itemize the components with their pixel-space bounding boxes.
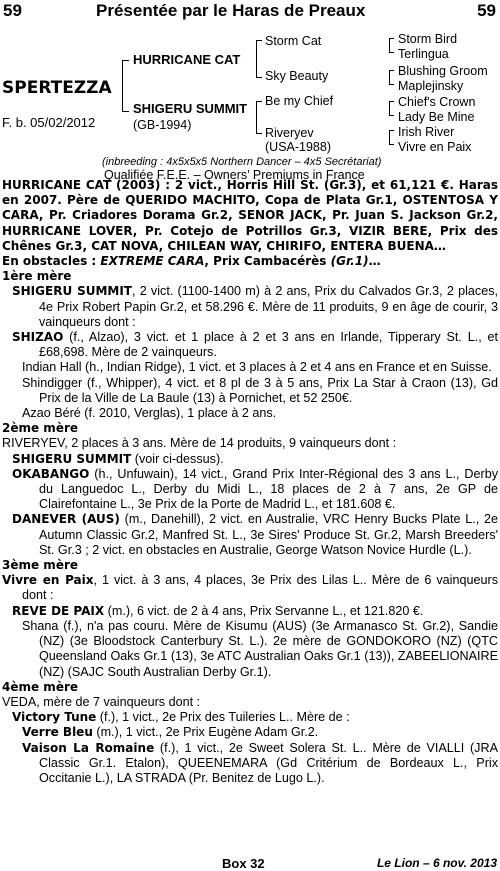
dam3-produce-1: Shana (f.), n'a pas couru. Mère de Kisumu (AUS) (3e Armanasco St. Gr.2), Sandie (NZ) (3e Bloodstock Canterbury St. L.). 2e mère de GONDOKORO (NZ) (QTC Queensland Oaks Gr.1 (13), 3e ATC Australian Oaks Gr.1 (13)), ZABEELIONAIRE (NZ) (SAJC South Australian Derby Gr.1).: [22, 618, 498, 679]
dam2-produce-2: DANEVER (AUS) (m., Danehill), 2 vict. en Australie, VRC Henry Bucks Plate L., 2e Autumn Classic Gr.2, Manfred St. L., 3e Sires' Produce St. Gr.2, Marsh Breeders' St. Gr.3 ; 2 vict. en obstacles en Australie, George Watson Novice Hurdle (L.).: [12, 512, 498, 557]
inbreeding-note: (inbreeding : 4x5x5x5 Northern Dancer – 4x5 Secrétariat): [102, 156, 382, 168]
pedigree-dd-origin: (USA-1988): [265, 140, 331, 154]
page-title: Présentée par le Haras de Preaux: [96, 1, 366, 20]
dam4-text: VEDA, mère de 7 vainqueurs dont :: [2, 694, 201, 709]
pedigree-bracket-dd: [389, 130, 394, 145]
dam1-produce-2: Shindigger (f., Whipper), 4 vict. et 8 pl de 3 à 5 ans, Prix La Star à Craon (13), Gd Prix de la Ville de La Baule (13) à Pornichet, et 52 250€.: [22, 375, 498, 405]
dam1-heading: 1ère mère: [2, 269, 72, 284]
pedigree-sd: Sky Beauty: [265, 69, 329, 83]
sire-paragraph: HURRICANE CAT (2003) : 2 vict., Horris Hill St. (Gr.3), et 61,121 €. Haras en 2007. Père de QUERIDO MACHITO, Copa de Plata Gr.1, OSTENTOSA Y CARA, Pr. Criadores Dorama Gr.2, SENOR JACK, Pr. Juan S. Jackson Gr.2, HURRICANE LOVER, Pr. Cotejo de Potrillos Gr.3, VIZIR BERE, Prix des Chênes Gr.3, CAT NOVA, CHILEAN WAY, CHIRIFO, ENTERA BUENA…: [2, 178, 498, 253]
dam2-produce-1: OKABANGO (h., Unfuwain), 14 vict., Grand Prix Inter-Régional des 3 ans L., Derby du Languedoc L., Derby du Midi L., 18 places de 2 à 7 ans, 2e GP de Clairefontaine L., 3e Prix de la Porte de Madrid L., et 181.608 €.: [12, 466, 498, 512]
dam1-produce-1: Indian Hall (h., Indian Ridge), 1 vict. et 3 places à 2 et 4 ans en France et en Suisse.: [22, 360, 492, 375]
horse-details: F. b. 05/02/2012: [2, 115, 96, 130]
pedigree-bracket-ds: [389, 101, 394, 116]
pedigree-ds: Be my Chief: [265, 94, 334, 108]
horse-name: SPERTEZZA: [2, 78, 112, 98]
pedigree-bracket-ss: [389, 38, 394, 53]
pedigree-sire: HURRICANE CAT: [133, 52, 241, 67]
pedigree-sss: Storm Bird: [398, 32, 458, 46]
catalogue-body: [2, 178, 498, 786]
pedigree-dss: Chief's Crown: [398, 95, 476, 109]
dam3-text: Vivre en Paix, 1 vict. à 3 ans, 4 places, 3e Prix des Lilas L.. Mère de 6 vainqueurs dont :: [2, 573, 498, 603]
dam2-text: RIVERYEV, 2 places à 3 ans. Mère de 14 produits, 9 vainqueurs dont :: [2, 436, 397, 451]
pedigree-ssd: Terlingua: [398, 47, 449, 61]
dam4-produce-2: Vaison La Romaine (f.), 1 vict., 2e Sweet Solera St. L.. Mère de VIALLI (JRA Classic Gr.1. Etalon), QUEENEMARA (Gd Critérium de Bordeaux L., Prix Occitanie L.), LA STRADA (Pr. Benitez de Lugo L.).: [22, 740, 498, 785]
pedigree-dds: Irish River: [398, 125, 455, 139]
dam3-produce-0: REVE DE PAIX (m.), 6 vict. de 2 à 4 ans, Prix Servanne L., et 121.820 €.: [12, 603, 424, 618]
pedigree-sdd: Maplejinsky: [398, 79, 464, 93]
dam1-produce-3: Azao Béré (f. 2010, Verglas), 1 place à 2 ans.: [22, 406, 277, 421]
pedigree-dsd: Lady Be Mine: [398, 110, 475, 124]
dam1-produce-0: SHIZAO (f., Alzao), 3 vict. et 1 place à 2 et 3 ans en Irlande, Tipperary St. L., et £68,698. Mère de 2 vainqueurs.: [12, 330, 498, 360]
obstacles-horse: EXTREME CARA: [100, 254, 205, 269]
dam3-name: Vivre en Paix: [2, 573, 94, 588]
dam2-heading: 2ème mère: [2, 421, 79, 436]
dam4-heading: 4ème mère: [2, 679, 79, 694]
pedigree-dam: SHIGERU SUMMIT: [133, 101, 248, 116]
pedigree-bracket-dam: [256, 101, 262, 134]
pedigree-dam-origin: (GB-1994): [133, 118, 192, 132]
dam2-produce-0: SHIGERU SUMMIT (voir ci-dessus).: [12, 451, 224, 466]
pedigree-ss: Storm Cat: [265, 34, 322, 48]
obstacles-line: En obstacles : EXTREME CARA, Prix Cambacérès (Gr.1)…: [2, 254, 381, 269]
dam3-heading: 3ème mère: [2, 558, 79, 573]
lot-number-right: 59: [477, 1, 496, 20]
dam1-name: SHIGERU SUMMIT: [12, 284, 132, 299]
footer-box: Box 32: [222, 856, 265, 871]
pedigree-bracket-gen1: [122, 60, 129, 112]
dam1-text: SHIGERU SUMMIT, 2 vict. (1100-1400 m) à 2 ans, Prix du Calvados Gr.3, 2 places, 4e Prix Robert Papin Gr.2, et 58.296 €. Mère de 11 produits, 9 en âge de courir, 3 vainqueurs dont :: [12, 284, 499, 329]
dam4-produce-1: Verre Bleu (m.), 1 vict., 2e Prix Eugène Adam Gr.2.: [22, 725, 319, 740]
pedigree-bracket-sd: [389, 70, 394, 85]
footer-sale: Le Lion – 6 nov. 2013: [376, 856, 497, 870]
pedigree-ddd: Vivre en Paix: [398, 140, 472, 154]
dam4-produce-0: Victory Tune (f.), 1 vict., 2e Prix des Tuileries L.. Mère de :: [12, 710, 350, 725]
pedigree-dd: Riveryev: [265, 126, 314, 140]
qualification: Qualifiée F.E.E. – Owners’ Premiums in France: [104, 168, 365, 182]
pedigree-sds: Blushing Groom: [398, 64, 488, 78]
pedigree-bracket-sire: [256, 40, 262, 78]
lot-number-left: 59: [3, 1, 22, 20]
